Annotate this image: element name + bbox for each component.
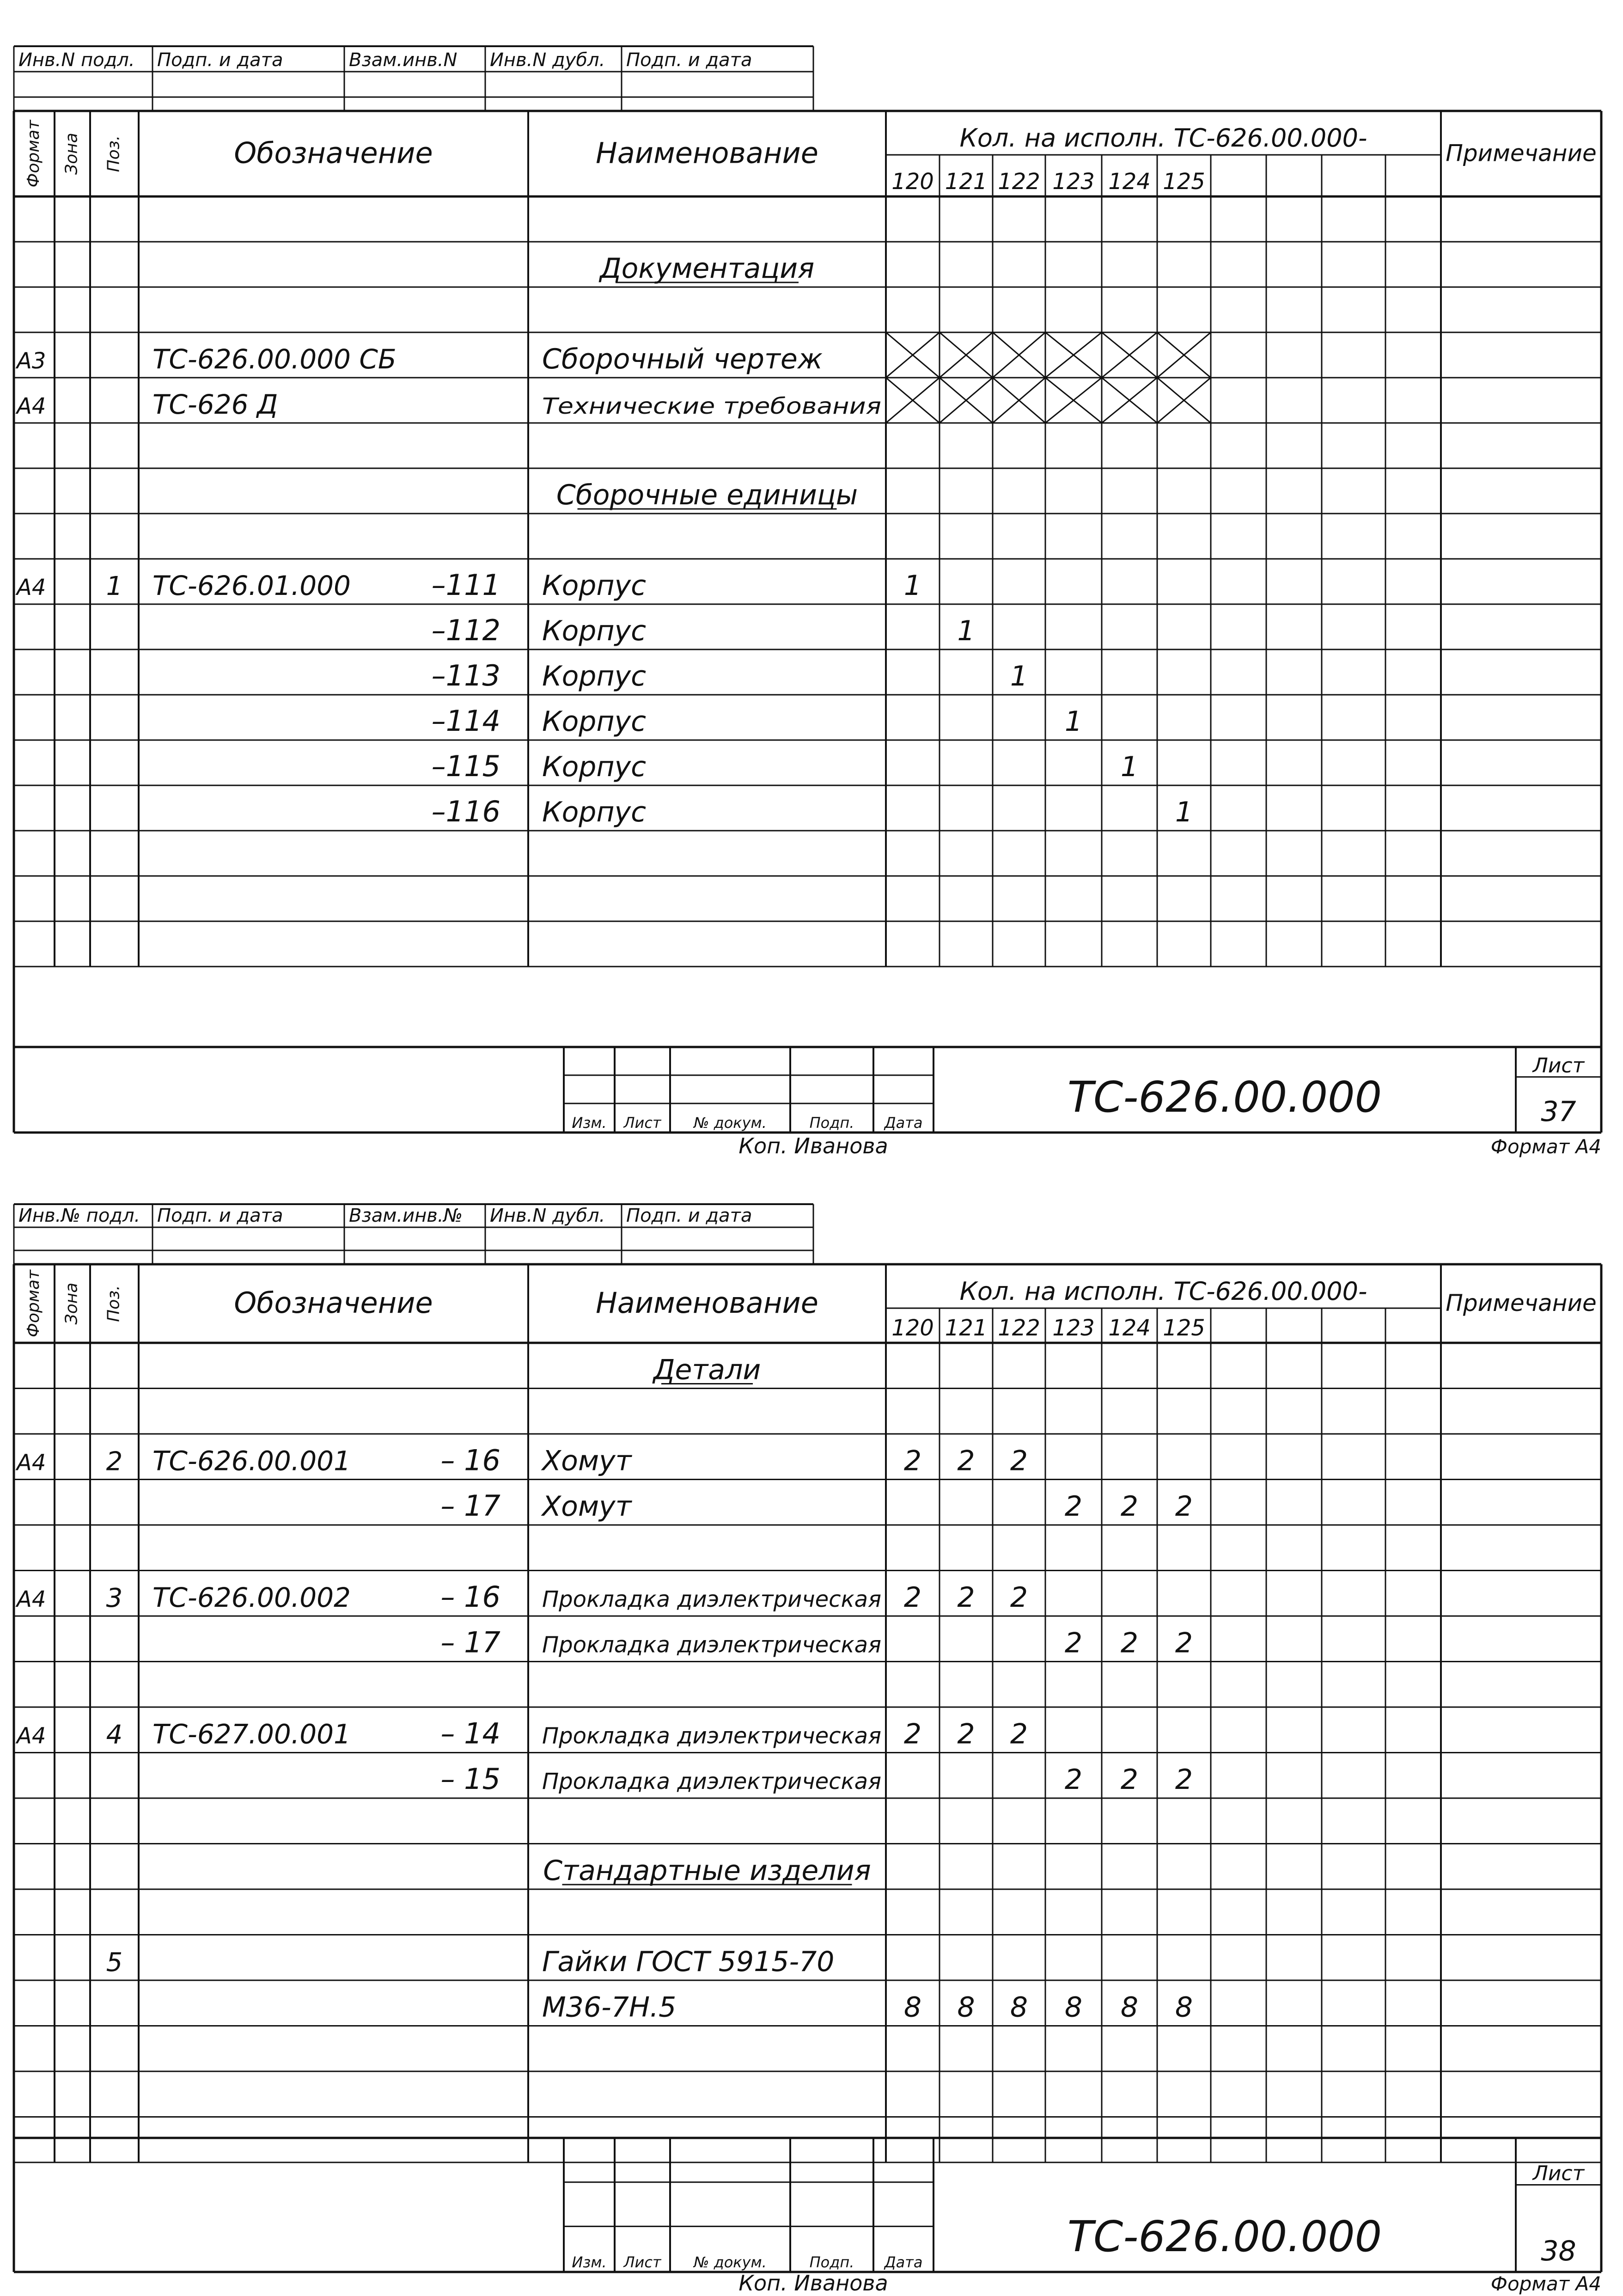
- stamp-label: Подп. и дата: [157, 1205, 283, 1226]
- cell-quantity: 2: [1064, 1627, 1083, 1659]
- variant-header: 120: [891, 169, 934, 195]
- variant-header: 122: [998, 169, 1040, 195]
- copied-by: Коп. Иванова: [738, 1133, 888, 1158]
- table-row: [15, 1717, 1028, 1751]
- variant-header: 125: [1163, 1315, 1205, 1341]
- table-row: [15, 1580, 1028, 1614]
- cell-designation: ТС-626.01.000: [153, 570, 351, 601]
- cell-format: А3: [17, 348, 46, 374]
- cell-quantity: 1: [903, 569, 922, 602]
- table-row: [15, 1444, 1028, 1477]
- spec-table: [14, 1264, 1601, 2272]
- cell-name: Хомут: [542, 1445, 632, 1477]
- stamp-label: Взам.инв.№: [349, 1205, 463, 1226]
- cell-designation: ТС-626.00.000 СБ: [153, 343, 397, 375]
- cell-name: Хомут: [542, 1490, 632, 1523]
- title-block-label: Подп.: [809, 2253, 854, 2271]
- cell-position: 1: [106, 571, 123, 601]
- column-header-name: Наименование: [596, 1286, 818, 1320]
- column-header-format: Формат: [24, 120, 43, 188]
- cell-name: Прокладка диэлектрическая: [542, 1586, 881, 1612]
- cell-designation: ТС-626.00.002: [153, 1582, 351, 1613]
- cell-name: Прокладка диэлектрическая: [542, 1769, 881, 1794]
- cell-name: Корпус: [542, 796, 647, 828]
- title-block: [14, 1047, 1601, 1133]
- cell-format: А4: [17, 1723, 46, 1749]
- cell-designation-suffix: –116: [431, 795, 500, 828]
- cell-designation-suffix: –112: [431, 613, 500, 647]
- format-note: Формат А4: [1490, 1135, 1601, 1158]
- section-heading: Сборочные единицы: [556, 479, 858, 511]
- cell-position: 5: [106, 1947, 123, 1978]
- column-header-quantity: Кол. на исполн. ТС-626.00.000-: [959, 123, 1367, 153]
- stamp-label: Инв.N подл.: [18, 49, 135, 71]
- table-row: [542, 1991, 1193, 2024]
- table-row: [440, 1762, 1193, 1796]
- cell-quantity: 2: [1010, 1581, 1028, 1614]
- variant-header: 122: [998, 1315, 1040, 1341]
- cell-designation-suffix: – 16: [440, 1580, 500, 1614]
- stamp-label: Подп. и дата: [626, 1205, 752, 1226]
- cell-designation: ТС-626 Д: [153, 389, 278, 420]
- sheet-label: Лист: [1532, 2161, 1585, 2186]
- column-header-format: Формат: [24, 1269, 43, 1338]
- cell-designation-suffix: – 17: [440, 1625, 500, 1659]
- variant-header: 123: [1052, 169, 1095, 195]
- column-header-zone: Зона: [62, 133, 81, 175]
- sheet-label: Лист: [1532, 1053, 1585, 1078]
- section-heading: Стандартные изделия: [543, 1855, 871, 1887]
- cell-quantity: 2: [957, 1718, 975, 1751]
- format-note: Формат А4: [1490, 2272, 1601, 2295]
- variant-header: 124: [1108, 1315, 1151, 1341]
- stamp-label: Подп. и дата: [157, 49, 283, 71]
- cell-quantity: 2: [1120, 1490, 1139, 1523]
- table-row: [432, 749, 1138, 783]
- stamp-label: Инв.N дубл.: [490, 1205, 605, 1226]
- cell-quantity: 2: [903, 1581, 922, 1614]
- cell-quantity: 8: [957, 1991, 975, 2024]
- cell-quantity: 2: [1064, 1490, 1083, 1523]
- cell-quantity: 1: [957, 615, 975, 647]
- column-header-pos: Поз.: [104, 1285, 123, 1322]
- title-block-designation: ТС-626.00.000: [1067, 1072, 1382, 1122]
- title-block-label: № докум.: [694, 2253, 767, 2271]
- cell-quantity: 2: [1064, 1763, 1083, 1796]
- cell-quantity: 1: [1175, 796, 1193, 828]
- table-row: [15, 378, 1211, 423]
- variant-header: 124: [1108, 169, 1151, 195]
- cell-name: Корпус: [542, 660, 647, 692]
- table-row: [432, 795, 1193, 828]
- title-block-label: Дата: [884, 1114, 923, 1132]
- column-header-zone: Зона: [62, 1282, 81, 1325]
- cell-quantity: 2: [1175, 1627, 1193, 1659]
- table-row: [15, 332, 1211, 378]
- table-body: [15, 252, 1211, 828]
- variant-header: 121: [945, 169, 988, 195]
- cell-name: Гайки ГОСТ 5915-70: [542, 1946, 835, 1978]
- cell-name: Корпус: [542, 569, 647, 602]
- table-row: [556, 479, 858, 511]
- column-header-name: Наименование: [596, 136, 818, 170]
- title-block: [14, 2138, 1601, 2272]
- cell-position: 3: [106, 1583, 123, 1613]
- table-header: [24, 1269, 1597, 1341]
- sheet-1: [14, 46, 1601, 1158]
- cell-name: Сборочный чертеж: [542, 343, 823, 375]
- cell-quantity: 2: [903, 1445, 922, 1477]
- cell-name: Технические требования: [542, 393, 881, 419]
- cell-designation-suffix: –114: [431, 704, 500, 738]
- cell-designation-suffix: – 16: [440, 1443, 500, 1477]
- cell-quantity: 8: [903, 1991, 922, 2024]
- column-header-designation: Обозначение: [234, 136, 433, 170]
- table-row: [543, 1855, 871, 1887]
- variant-header: 120: [891, 1315, 934, 1341]
- cell-designation: ТС-627.00.001: [153, 1718, 351, 1750]
- variant-header: 125: [1163, 169, 1205, 195]
- title-block-label: Лист: [623, 1114, 661, 1132]
- table-row: [432, 659, 1028, 692]
- cell-format: А4: [17, 575, 46, 600]
- title-block-label: Изм.: [572, 2253, 607, 2271]
- cell-quantity: 2: [957, 1445, 975, 1477]
- cell-quantity: 2: [1010, 1718, 1028, 1751]
- title-block-label: Изм.: [572, 1114, 607, 1132]
- cell-quantity: 8: [1064, 1991, 1083, 2024]
- sheet-number: 37: [1541, 1096, 1576, 1128]
- cell-name: Корпус: [542, 615, 647, 647]
- table-header: [24, 119, 1597, 195]
- table-body: [15, 1354, 1193, 2024]
- cell-name: Корпус: [542, 751, 647, 783]
- cell-quantity: 8: [1120, 1991, 1139, 2024]
- sheet-2: [14, 1204, 1601, 2296]
- cell-designation-suffix: –111: [431, 568, 500, 602]
- cell-name: М36-7Н.5: [542, 1991, 677, 2024]
- cell-quantity: 2: [903, 1718, 922, 1751]
- cell-quantity: 2: [1120, 1627, 1139, 1659]
- table-row: [598, 252, 814, 285]
- title-block-designation: ТС-626.00.000: [1067, 2212, 1382, 2261]
- cell-format: А4: [17, 1586, 46, 1612]
- table-row: [15, 568, 921, 602]
- title-block-label: № докум.: [694, 1114, 767, 1132]
- copied-by: Коп. Иванова: [738, 2271, 888, 2296]
- column-header-pos: Поз.: [104, 135, 123, 172]
- cell-name: Прокладка диэлектрическая: [542, 1723, 881, 1749]
- title-block-label: Лист: [623, 2253, 661, 2271]
- cell-designation: ТС-626.00.001: [153, 1445, 351, 1477]
- table-row: [432, 613, 975, 647]
- cell-format: А4: [17, 1450, 46, 1476]
- section-heading: Документация: [599, 252, 815, 285]
- cell-position: 2: [106, 1446, 123, 1477]
- table-row: [652, 1354, 761, 1386]
- cell-designation-suffix: –115: [431, 749, 500, 783]
- table-row: [440, 1626, 1193, 1659]
- cell-quantity: 1: [1064, 705, 1083, 738]
- cell-quantity: 2: [1175, 1490, 1193, 1523]
- stamp-label: Взам.инв.N: [349, 49, 458, 71]
- cell-designation-suffix: – 17: [440, 1489, 500, 1523]
- inventory-stamp: [14, 46, 813, 111]
- cell-name: Корпус: [542, 705, 647, 738]
- title-block-label: Подп.: [809, 1114, 854, 1132]
- cell-format: А4: [17, 393, 46, 419]
- table-row: [440, 1489, 1193, 1523]
- column-header-note: Примечание: [1446, 1290, 1597, 1316]
- cell-quantity: 1: [1120, 751, 1139, 783]
- cell-designation-suffix: –113: [431, 659, 500, 692]
- variant-header: 121: [945, 1315, 988, 1341]
- column-header-quantity: Кол. на исполн. ТС-626.00.000-: [959, 1277, 1367, 1306]
- table-row: [106, 1946, 835, 1978]
- cell-designation-suffix: – 15: [440, 1762, 500, 1796]
- cell-quantity: 1: [1010, 660, 1028, 692]
- cell-name: Прокладка диэлектрическая: [542, 1632, 881, 1658]
- cell-designation-suffix: – 14: [440, 1716, 500, 1751]
- cell-quantity: 8: [1010, 1991, 1028, 2024]
- title-block-label: Дата: [884, 2253, 923, 2271]
- section-heading: Детали: [653, 1353, 761, 1386]
- stamp-label: Инв.N дубл.: [490, 49, 605, 71]
- stamp-label: Подп. и дата: [626, 49, 752, 71]
- cell-quantity: 2: [1120, 1763, 1139, 1796]
- column-header-note: Примечание: [1446, 140, 1597, 167]
- inventory-stamp: [14, 1204, 813, 1264]
- stamp-label: Инв.№ подл.: [18, 1205, 140, 1226]
- cell-quantity: 2: [957, 1581, 975, 1614]
- variant-header: 123: [1052, 1315, 1095, 1341]
- column-header-designation: Обозначение: [234, 1286, 433, 1320]
- cell-quantity: 2: [1175, 1763, 1193, 1796]
- cell-position: 4: [106, 1720, 123, 1750]
- sheet-number: 38: [1541, 2235, 1576, 2267]
- cell-quantity: 8: [1175, 1991, 1193, 2024]
- cell-quantity: 2: [1010, 1445, 1028, 1477]
